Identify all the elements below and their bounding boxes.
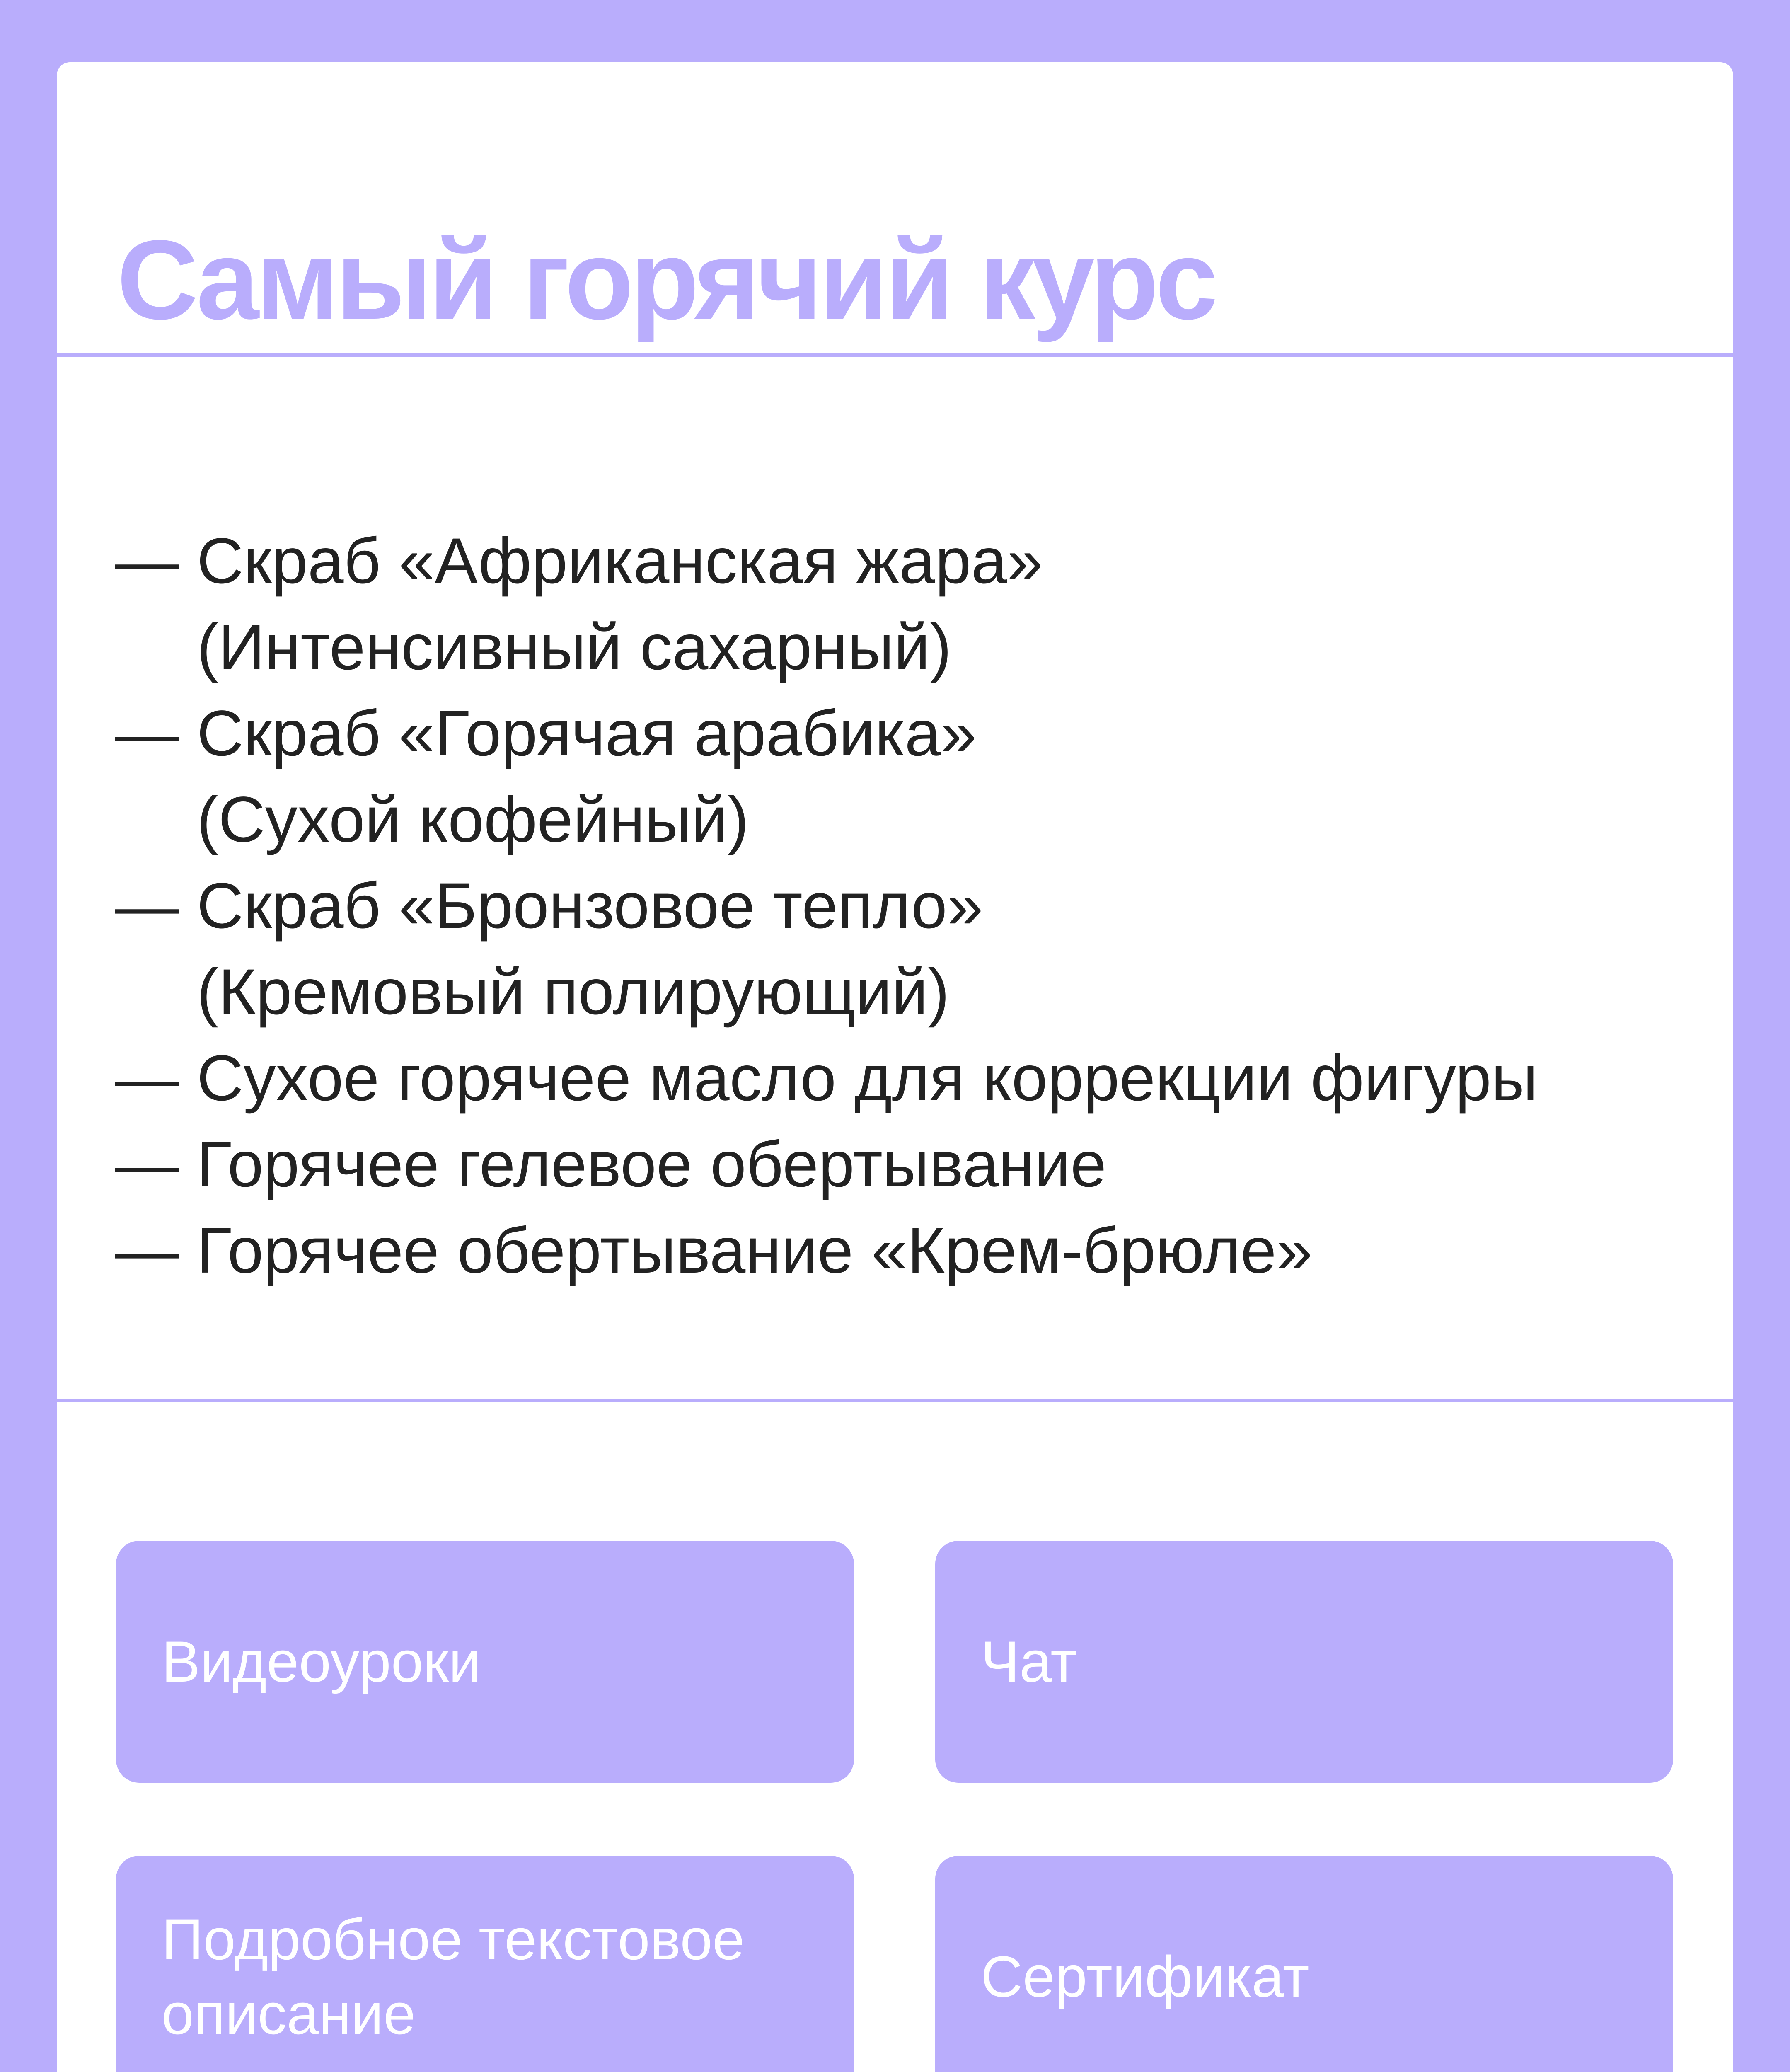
list-item	[115, 518, 1538, 604]
list-dash: —	[115, 1215, 179, 1287]
list-item	[115, 863, 1538, 949]
features-divider	[57, 1399, 1733, 1402]
text-description-button[interactable]	[116, 1856, 854, 2072]
list-item	[115, 777, 1538, 863]
list-item-text: (Интенсивный сахарный)	[197, 611, 952, 683]
video-lessons-label: Видеоуроки	[162, 1629, 481, 1694]
list-item	[115, 690, 1538, 777]
page-title: Самый горячий курс	[117, 217, 1215, 343]
product-list	[115, 518, 1538, 1294]
list-item	[115, 1121, 1538, 1208]
chat-label: Чат	[981, 1629, 1077, 1694]
list-item	[115, 604, 1538, 690]
certificate-label: Сертификат	[981, 1944, 1309, 2009]
text-description-label: Подробное текстовое описание	[162, 1907, 745, 2046]
list-item-text: Скраб «Африканская жара»	[197, 525, 1043, 597]
list-item	[115, 1208, 1538, 1294]
chat-button[interactable]	[935, 1541, 1673, 1783]
list-item-text: Горячее гелевое обертывание	[197, 1128, 1107, 1201]
list-dash: —	[115, 697, 179, 770]
list-item-text: Сухое горячее масло для коррекции фигуры	[197, 1042, 1538, 1114]
title-divider	[57, 353, 1733, 357]
certificate-button[interactable]	[935, 1856, 1673, 2072]
video-lessons-button[interactable]	[116, 1541, 854, 1783]
list-item	[115, 1035, 1538, 1121]
list-dash: —	[115, 1128, 179, 1201]
list-item-text: (Кремовый полирующий)	[197, 956, 950, 1028]
list-item-text: Скраб «Горячая арабика»	[197, 697, 977, 770]
list-dash: —	[115, 525, 179, 597]
list-item-text: Горячее обертывание «Крем-брюле»	[197, 1215, 1313, 1287]
list-dash: —	[115, 870, 179, 942]
course-card	[57, 62, 1733, 2072]
list-item	[115, 949, 1538, 1035]
list-item-text: Скраб «Бронзовое тепло»	[197, 870, 983, 942]
list-item-text: (Сухой кофейный)	[197, 784, 749, 856]
list-dash: —	[115, 1042, 179, 1114]
